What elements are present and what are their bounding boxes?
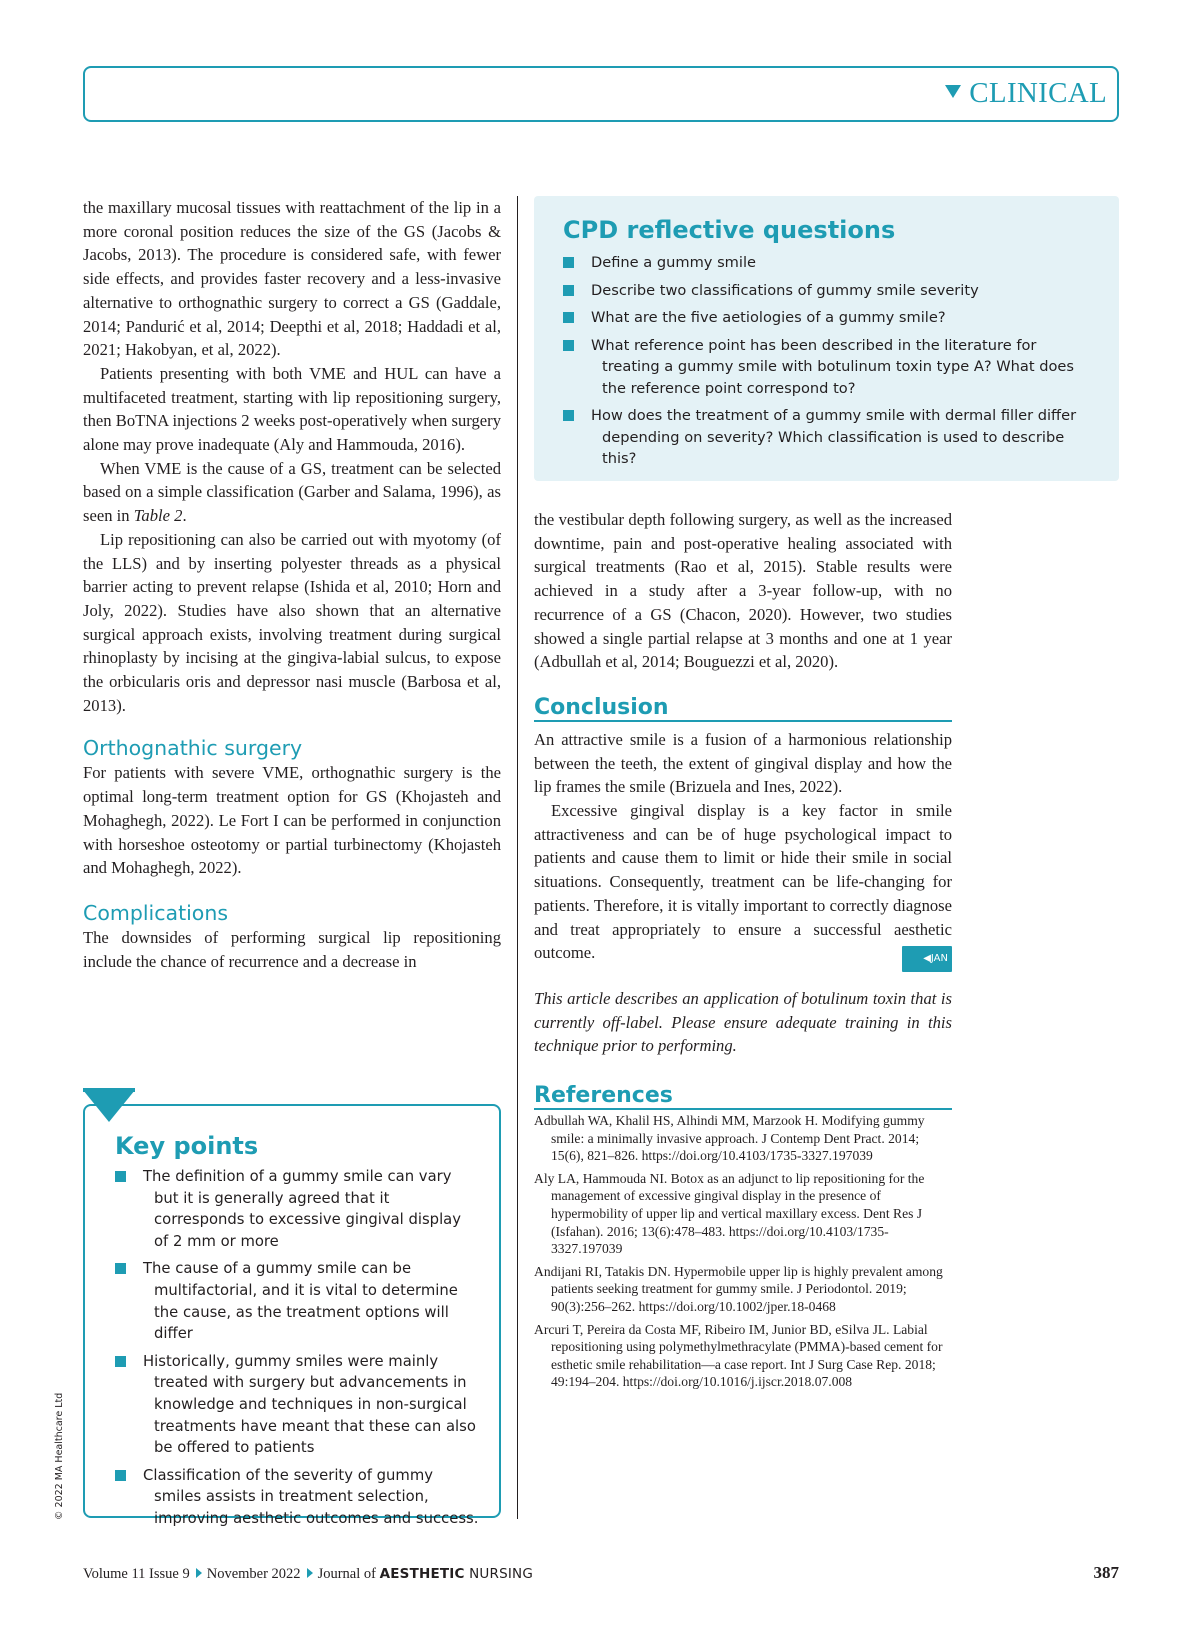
- square-bullet-icon: [563, 257, 574, 268]
- square-bullet-icon: [115, 1470, 126, 1481]
- heading-references: References: [534, 1084, 952, 1110]
- cpd-questions-box: [534, 196, 1119, 481]
- square-bullet-icon: [115, 1263, 126, 1274]
- right-column: [534, 508, 952, 1396]
- body-paragraph: Patients presenting with both VME and HUL can have a multifaceted treatment, starting with lip repositioning surgery, then BoTNA injections 2 weeks post-operatively when surgery alone may prove inadequate (Aly and Hammouda, 2016).: [83, 363, 501, 455]
- cpd-title: CPD reflective questions: [563, 216, 896, 244]
- list-item: [563, 405, 1089, 470]
- list-item: [563, 252, 1089, 274]
- footer-volume: Volume 11 Issue 9: [83, 1566, 190, 1582]
- key-points-list: [115, 1166, 479, 1530]
- key-point-text: Historically, gummy smiles were mainly treated with surgery but advancements in knowledge and techniques in non-surgical treatments have meant that these can also be offered to patients: [143, 1352, 476, 1457]
- jan-end-mark-icon: ◀JAN: [902, 946, 952, 972]
- section-tag: [945, 77, 1107, 110]
- square-bullet-icon: [563, 340, 574, 351]
- body-paragraph: the maxillary mucosal tissues with reattachment of the lip in a more coronal position reduces the size of the GS (Jacobs & Jacobs, 2013). The procedure is considered safe, with fewer side effects, and provides faster recovery and a less-invasive alternative to orthognathic surgery to correct a GS (Gaddale, 2014; Pandurić et al, 2014; Deepthi et al, 2018; Haddadi et al, 2021; Hakobyan, et al, 2022).: [83, 198, 501, 360]
- body-paragraph: Lip repositioning can also be carried out with myotomy (of the LLS) and by inserting polyester threads as a physical barrier acting to prevent relapse (Ishida et al, 2010; Horn and Joly, 2022). Studies have also shown that an alternative surgical approach exists, involving treatment during surgical rhinoplasty by incising at the gingiva-labial sulcus, to expose the orbicularis oris and depressor nasi muscle (Barbosa et al, 2013).: [83, 529, 501, 715]
- cpd-question-list: [563, 252, 1089, 470]
- footer-journal-prefix: Journal of: [317, 1566, 380, 1582]
- footer-journal-suffix: NURSING: [464, 1566, 534, 1582]
- triangle-right-icon: [307, 1568, 313, 1578]
- left-column: [83, 196, 501, 973]
- page-footer: [83, 1566, 533, 1583]
- body-paragraph: For patients with severe VME, orthognathic surgery is the optimal long-term treatment option for GS (Khojasteh and Mohaghegh, 2022). Le Fort I can be performed in conjunction with horseshoe osteotomy or partial turbinectomy (Khojasteh and Mohaghegh, 2022).: [83, 763, 501, 878]
- section-label: CLINICAL: [969, 77, 1107, 109]
- list-item: [115, 1465, 479, 1530]
- key-point-text: The definition of a gummy smile can vary but it is generally agreed that it corresponds to excessive gingival display of 2 mm or more: [143, 1168, 462, 1250]
- heading-conclusion: Conclusion: [534, 696, 952, 722]
- conclusion-text: Excessive gingival display is a key factor in smile attractiveness and can be of huge psychological impact to patients and cause them to limit or hide their smile in social situations. Consequently, treatment can be life-changing for patients. Therefore, it is vitally important to correctly diagnose and treat appropriately to ensure a successful aesthetic outcome.: [534, 801, 952, 963]
- key-points-box: [83, 1104, 501, 1527]
- section-header: [83, 66, 1119, 122]
- list-item: [563, 307, 1089, 329]
- reference-list: [534, 1112, 952, 1391]
- body-paragraph: An attractive smile is a fusion of a harmonious relationship between the teeth, the extent of gingival display and how the lip frames the smile (Brizuela and Ines, 2022).: [534, 729, 952, 797]
- square-bullet-icon: [115, 1356, 126, 1367]
- square-bullet-icon: [115, 1171, 126, 1182]
- subheading-orthognathic: Orthognathic surgery: [83, 736, 303, 761]
- question-text: What reference point has been described in the literature for treating a gummy smile with botulinum toxin type A? What does the reference point correspond to?: [591, 336, 1074, 397]
- body-paragraph: The downsides of performing surgical lip repositioning include the chance of recurrence and a decrease in: [83, 927, 501, 971]
- list-item: [563, 280, 1089, 302]
- body-paragraph: the vestibular depth following surgery, as well as the increased downtime, pain and post-operative healing associated with surgical treatments (Rao et al, 2015). Stable results were achieved in a study after a 3-year follow-up, with no recurrence of a GS (Chacon, 2020). However, two studies showed a single partial relapse at 3 months and one at 1 year (Adbullah et al, 2014; Bouguezzi et al, 2020).: [534, 510, 952, 672]
- key-point-text: Classification of the severity of gummy smiles assists in treatment selection, improving aesthetic outcomes and success.: [143, 1466, 479, 1527]
- body-paragraph-vme: [83, 457, 501, 528]
- reference-item: Andijani RI, Tatakis DN. Hypermobile upper lip is highly prevalent among patients seeking treatment for gummy smile. J Periodontol. 2019; 90(3):256–262. https://doi.org/10.1002/jper.18-0468: [534, 1263, 943, 1314]
- vme-suffix: .: [182, 506, 187, 526]
- list-item: [115, 1166, 479, 1252]
- footer-date: November 2022: [206, 1566, 301, 1582]
- triangle-down-icon: [945, 85, 961, 98]
- list-item: [563, 335, 1089, 400]
- question-text: Describe two classifications of gummy smile severity: [591, 281, 979, 299]
- reference-item: Aly LA, Hammouda NI. Botox as an adjunct to lip repositioning for the management of excessive gingival display in the presence of hypermobility of upper lip and vertical maxillary excess. Dent Res J (Isfahan). 2016; 13(6):478–483. https://doi.org/10.4103/1735-3327.197039: [534, 1170, 925, 1257]
- reference-item: Arcuri T, Pereira da Costa MF, Ribeiro IM, Junior BD, eSilva JL. Labial repositioning using polymethylmethracylate (PMMA)-based cement for esthetic smile rehabilitation—a case report. Int J Surg Case Rep. 2018; 49:194–204. https://doi.org/10.1016/j.ijscr.2018.07.008: [534, 1321, 943, 1390]
- body-paragraph-final: [534, 799, 952, 965]
- list-item: [115, 1351, 479, 1459]
- list-item: [115, 1258, 479, 1344]
- key-points-title: Key points: [115, 1132, 259, 1160]
- subheading-complications: Complications: [83, 900, 229, 925]
- reference-item: Adbullah WA, Khalil HS, Alhindi MM, Marzook H. Modifying gummy smile: a minimally invasive approach. J Contemp Dent Pract. 2014; 15(6), 821–826. https://doi.org/10.4103/1735-3327.197039: [534, 1113, 925, 1164]
- copyright-notice: © 2022 MA Healthcare Ltd: [54, 1392, 65, 1520]
- page-number: 387: [1093, 1563, 1119, 1582]
- off-label-note: This article describes an application of botulinum toxin that is currently off-label. Please ensure adequate training in this technique prior to performing.: [534, 988, 952, 1056]
- footer-journal-brand: AESTHETIC: [379, 1566, 465, 1582]
- question-text: Define a gummy smile: [591, 254, 756, 271]
- key-point-text: The cause of a gummy smile can be multifactorial, and it is vital to determine the cause, as the treatment options will differ: [143, 1260, 458, 1343]
- table-reference: Table 2: [133, 506, 183, 526]
- column-divider: [517, 196, 518, 1519]
- question-text: What are the five aetiologies of a gummy smile?: [591, 309, 946, 326]
- triangle-right-icon: [196, 1568, 202, 1578]
- question-text: How does the treatment of a gummy smile with dermal filler differ depending on severity? Which classification is used to describe this?: [591, 407, 1077, 467]
- vme-text: When VME is the cause of a GS, treatment can be selected based on a simple classification (Garber and Salama, 1996), as seen in: [83, 458, 501, 526]
- square-bullet-icon: [563, 285, 574, 296]
- square-bullet-icon: [563, 410, 574, 421]
- square-bullet-icon: [563, 312, 574, 323]
